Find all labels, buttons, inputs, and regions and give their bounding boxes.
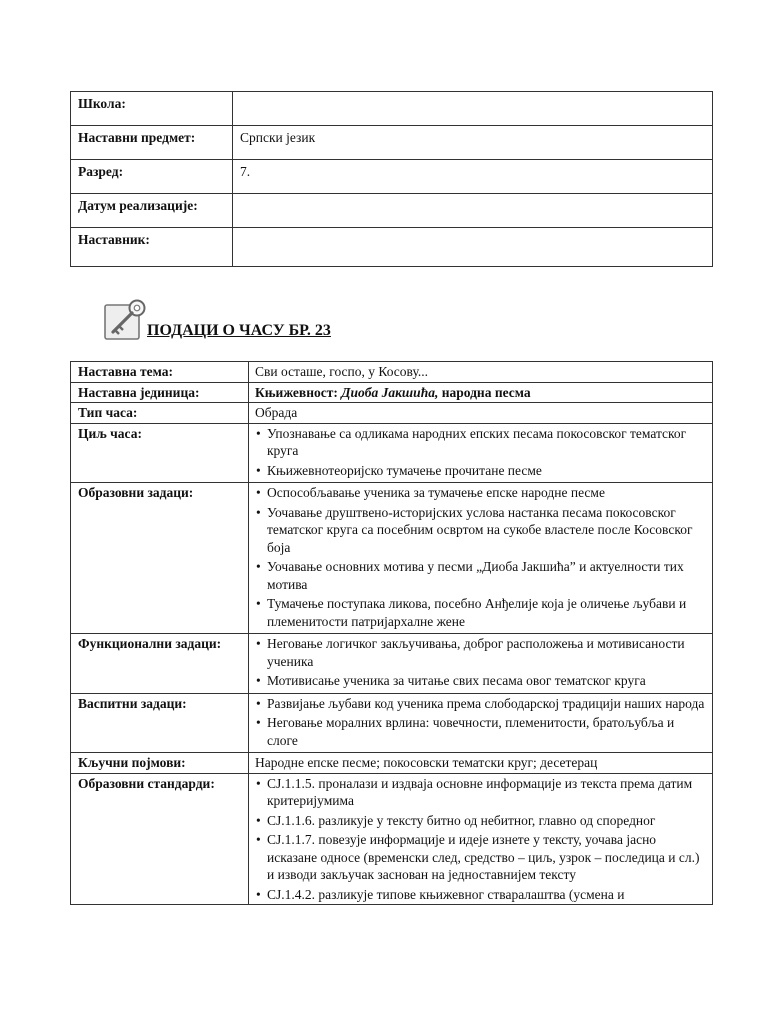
table-row xyxy=(71,160,713,194)
topic-label: Наставна тема: xyxy=(71,362,249,383)
std-label: Образовни стандарди: xyxy=(71,773,249,904)
list-item: • Упознавање са одликама народних епских песама покосовског тематског круга xyxy=(255,425,705,460)
keys-value: Народне епске песме; покосовски тематски круг; десетерац xyxy=(249,753,713,774)
list-item: • Књижевнотеоријско тумачење прочитане песме xyxy=(255,462,705,480)
table-row xyxy=(71,693,713,753)
list-item: • Развијање љубави код ученика према слободарској традицији наших народа xyxy=(255,695,705,713)
section-header xyxy=(103,298,503,344)
goal-list xyxy=(255,425,705,480)
list-item: • Уочавање основних мотива у песми „Диоба Јакшића” и актуелности тих мотива xyxy=(255,558,705,593)
moral-list xyxy=(255,695,705,750)
edu-list xyxy=(255,484,705,630)
table-row xyxy=(71,634,713,694)
unit-value xyxy=(249,382,713,403)
table-row xyxy=(71,362,713,383)
date-label: Датум реализације: xyxy=(71,194,233,228)
school-value xyxy=(233,92,713,126)
grade-value: 7. xyxy=(233,160,713,194)
table-row xyxy=(71,773,713,904)
key-icon xyxy=(103,298,149,344)
list-item: • Неговање логичког закључивања, доброг расположења и мотивисаности ученика xyxy=(255,635,705,670)
unit-prefix: Књижевност: xyxy=(255,384,338,400)
list-item: • Оспособљавање ученика за тумачење епске народне песме xyxy=(255,484,705,502)
keys-label: Кључни појмови: xyxy=(71,753,249,774)
moral-label: Васпитни задаци: xyxy=(71,693,249,753)
teacher-label: Наставник: xyxy=(71,228,233,267)
section-title: ПОДАЦИ О ЧАСУ БР. 23 xyxy=(147,322,331,339)
table-row xyxy=(71,403,713,424)
goal-label: Циљ часа: xyxy=(71,423,249,483)
table-row xyxy=(71,194,713,228)
list-item: • СЈ.1.4.2. разликује типове књижевног стваралаштва (усмена и xyxy=(255,886,705,903)
type-label: Тип часа: xyxy=(71,403,249,424)
list-item: • СЈ.1.1.5. проналази и издваја основне информације из текста према датим критеријумима xyxy=(255,775,705,810)
subject-label: Наставни предмет: xyxy=(71,126,233,160)
type-value: Обрада xyxy=(249,403,713,424)
edu-label: Образовни задаци: xyxy=(71,483,249,634)
table-row xyxy=(71,228,713,267)
date-value xyxy=(233,194,713,228)
list-item: • Тумачење поступака ликова, посебно Анђелије која је оличење љубави и племенитости патријархалне жене xyxy=(255,595,705,630)
lesson-details-table xyxy=(70,361,713,905)
table-row xyxy=(71,483,713,634)
table-row xyxy=(71,753,713,774)
func-label: Функционални задаци: xyxy=(71,634,249,694)
grade-label: Разред: xyxy=(71,160,233,194)
table-row xyxy=(71,92,713,126)
list-item: • Мотивисање ученика за читање свих песама овог тематског круга xyxy=(255,672,705,690)
school-label: Школа: xyxy=(71,92,233,126)
teacher-value xyxy=(233,228,713,267)
list-item: • СЈ.1.1.7. повезује информације и идеје изнете у тексту, уочава јасно исказане односе (временски след, средство – циљ, узрок – последица и сл.) и изводи закључак заснован на једноставнијем тексту xyxy=(255,831,705,884)
table-row xyxy=(71,423,713,483)
unit-label: Наставна јединица: xyxy=(71,382,249,403)
school-info-table xyxy=(70,91,713,267)
unit-suffix: народна песма xyxy=(441,384,531,400)
std-container xyxy=(255,775,705,903)
table-row xyxy=(71,382,713,403)
list-item: • СЈ.1.1.6. разликује у тексту битно од небитног, главно од споредног xyxy=(255,812,705,830)
table-row xyxy=(71,126,713,160)
func-list xyxy=(255,635,705,690)
unit-title: Диоба Јакшића, xyxy=(341,384,439,400)
std-list xyxy=(255,775,705,903)
topic-value: Сви осташе, госпо, у Косову... xyxy=(249,362,713,383)
list-item: • Неговање моралних врлина: човечности, племенитости, братољубља и слоге xyxy=(255,714,705,749)
subject-value: Српски језик xyxy=(233,126,713,160)
list-item: • Уочавање друштвено-историјских услова настанка песама покосовског тематског круга са посебним освртом на сукобе властеле после Косовског боја xyxy=(255,504,705,557)
